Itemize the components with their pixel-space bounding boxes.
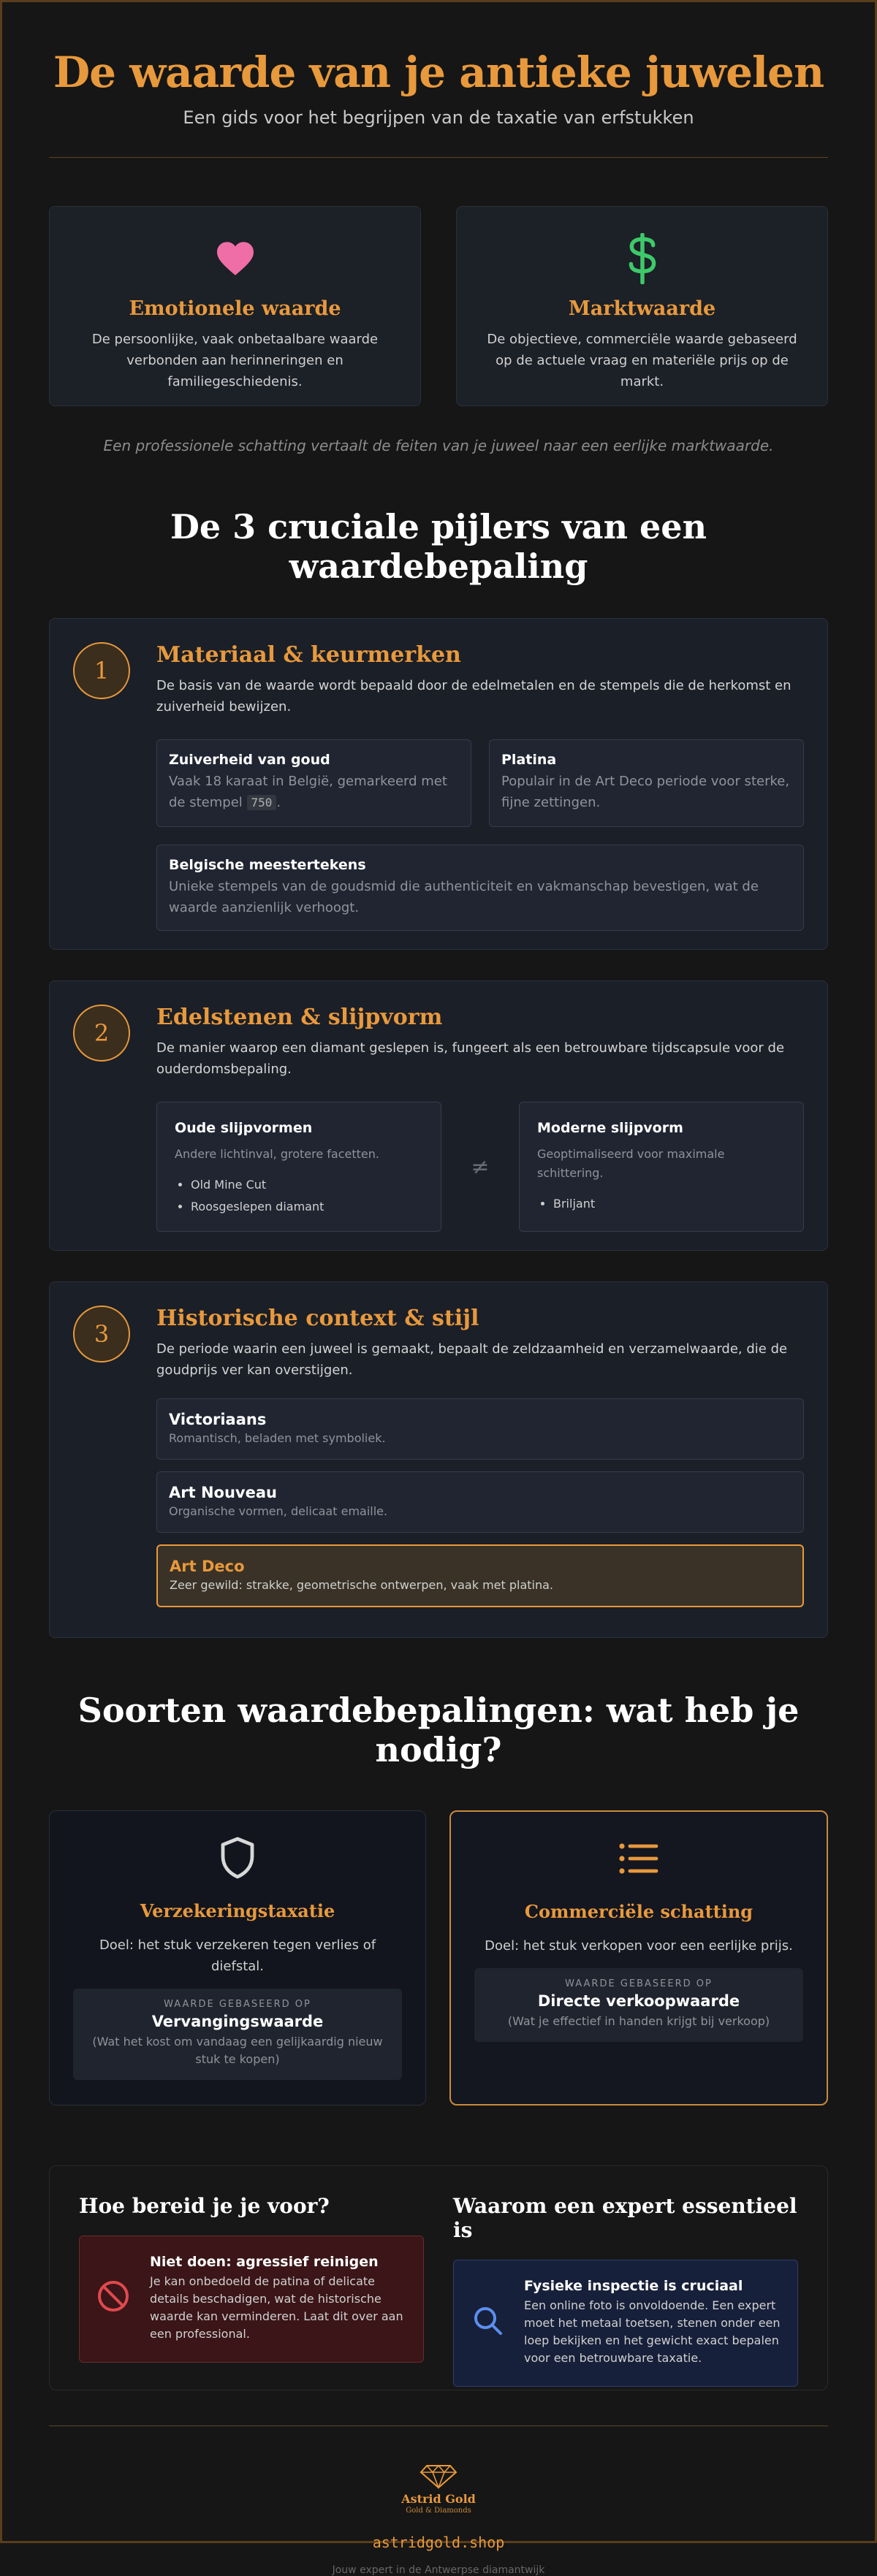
basis-label: WAARDE GEBASEERD OP [565, 1978, 713, 1989]
box-title: Oude slijpvormen [175, 1120, 313, 1136]
box-title: Art Nouveau [169, 1484, 277, 1501]
commercial-card [449, 1810, 828, 2106]
alert-text: Je kan onbedoeld de patina of delicate details beschadigen, wat de historische waarde kan verminderen. Laat dit over aan een professional. [150, 2274, 403, 2341]
pillars-section-title: De 3 cruciale pijlers van een waardebepaling [170, 507, 707, 586]
pillar-text: De basis van de waarde wordt bepaald door de edelmetalen en de stempels die de herkomst en zuiverheid bewijzen. [156, 678, 791, 715]
box-title: Belgische meestertekens [169, 857, 366, 873]
pillar-title: Historische context & stijl [156, 1306, 479, 1331]
box-text: Organische vormen, delicaat emaille. [169, 1504, 388, 1518]
pillar-text: De manier waarop een diamant geslepen is, fungeert als een betrouwbare tijdscapsule voor de ouderdomsbepaling. [156, 1040, 785, 1077]
value-basis [474, 1968, 803, 2042]
box-title: Platina [501, 752, 557, 768]
preparation-section [49, 2165, 828, 2390]
emotional-value-card [49, 206, 421, 406]
list-item: • Roosgeslepen diamant [191, 1196, 423, 1218]
stamp-750: 750 [247, 795, 277, 810]
gold-text: Vaak 18 karaat in België, gemarkeerd met de stempel [169, 774, 447, 810]
site-link[interactable]: astridgold.shop [372, 2534, 505, 2551]
footer [25, 2464, 852, 2576]
pillar-title: Edelstenen & slijpvorm [156, 1005, 443, 1030]
appraisal-types [49, 1810, 828, 2106]
page-content [25, 2, 852, 2576]
cut-list [537, 1193, 786, 1215]
box-title: Zuiverheid van goud [169, 752, 330, 768]
basis-value: Directe verkoopwaarde [537, 1992, 740, 2010]
basis-note: (Wat je effectief in handen krijgt bij verkoop) [507, 2014, 770, 2028]
metal-grid [156, 739, 804, 827]
insurance-card [49, 1810, 426, 2106]
alert-text: Een online foto is onvoldoende. Een expert moet het metaal toetsen, stenen onder een loep bekijken en het gewicht exact bepalen voor een betrouwbare taxatie. [524, 2298, 781, 2365]
box-text: Zeer gewild: strakke, geometrische ontwerpen, vaak met platina. [170, 1578, 554, 1592]
list-item: • Old Mine Cut [191, 1174, 423, 1196]
inspection-alert [453, 2260, 798, 2387]
pillar-number: 2 [73, 1005, 130, 1062]
alert-title: Fysieke inspectie is cruciaal [524, 2278, 743, 2294]
style-victoriaans [156, 1398, 804, 1460]
dont-clean-alert [79, 2236, 424, 2363]
platina-box [489, 739, 804, 827]
type-title: Verzekeringstaxatie [140, 1900, 335, 1921]
box-text: Populair in de Art Deco periode voor sterke, fijne zettingen. [501, 774, 790, 810]
heart-icon [50, 233, 420, 284]
type-title: Commerciële schatting [524, 1901, 753, 1922]
cut-description: Andere lichtinval, grotere facetten. [175, 1147, 379, 1161]
box-title: Moderne slijpvorm [537, 1120, 683, 1136]
not-equal-icon: ≠ [471, 1154, 490, 1180]
pillar-number: 1 [73, 642, 130, 699]
cut-list [175, 1174, 423, 1218]
page-title: De waarde van je antieke juwelen [53, 47, 824, 97]
cut-comparison [156, 1102, 804, 1232]
pillar-title: Materiaal & keurmerken [156, 642, 461, 668]
prep-title: Hoe bereid je je voor? [79, 2194, 330, 2218]
value-title: Emotionele waarde [129, 297, 341, 320]
pillar-number: 3 [73, 1306, 130, 1363]
box-text: Unieke stempels van de goudsmid die authenticiteit en vakmanschap bevestigen, wat de waarde aanzienlijk verhoogt. [169, 879, 759, 915]
diamond-logo-icon [25, 2464, 852, 2492]
pillar-material [49, 618, 828, 950]
value-text: De objectieve, commerciële waarde gebaseerd op de actuele vraag en materiële prijs op de markt. [487, 332, 797, 389]
prep-column [79, 2194, 424, 2390]
prep-title: Waarom een expert essentieel is [453, 2194, 797, 2242]
type-goal: Doel: het stuk verzekeren tegen verlies of diefstal. [99, 1937, 376, 1974]
old-cuts-box [156, 1102, 441, 1232]
value-text: De persoonlijke, vaak onbetaalbare waarde verbonden aan herinneringen en familiegeschiedenis. [91, 332, 379, 389]
pillar-gemstones [49, 980, 828, 1251]
types-section-title: Soorten waardebepalingen: wat heb je nodig? [77, 1691, 800, 1769]
box-title: Victoriaans [169, 1411, 267, 1428]
master-marks-box [156, 845, 804, 931]
box-title: Art Deco [170, 1558, 245, 1575]
cut-description: Geoptimaliseerd voor maximale schittering. [537, 1147, 725, 1180]
header-divider [49, 157, 828, 158]
value-basis [73, 1989, 402, 2080]
box-text [169, 771, 459, 813]
value-cards [49, 206, 828, 406]
market-value-card [456, 206, 828, 406]
brand-tagline: Gold & Diamonds [406, 2507, 471, 2515]
modern-cut-box [519, 1102, 804, 1232]
value-title: Marktwaarde [568, 297, 716, 320]
gold-text-end: . [276, 795, 281, 810]
box-text: Romantisch, beladen met symboliek. [169, 1431, 386, 1445]
list-icon [474, 1834, 803, 1883]
shield-icon [73, 1833, 402, 1883]
basis-label: WAARDE GEBASEERD OP [164, 1999, 311, 2010]
basis-note: (Wat het kost om vandaag een gelijkaardig nieuw stuk te kopen) [92, 2035, 383, 2066]
page-subtitle: Een gids voor het begrijpen van de taxatie van erfstukken [183, 107, 694, 128]
pillar-history [49, 1281, 828, 1638]
search-icon [470, 2303, 505, 2338]
intro-quote: Een professionele schatting vertaalt de feiten van je juweel naar een eerlijke marktwaarde. [103, 437, 774, 454]
brand-name: Astrid Gold [401, 2492, 476, 2506]
dollar-icon [457, 233, 827, 284]
style-art-nouveau [156, 1471, 804, 1533]
pillar-text: De periode waarin een juweel is gemaakt, bepaalt de zeldzaamheid en verzamelwaarde, die de goudprijs ver kan overstijgen. [156, 1341, 788, 1378]
style-art-deco [156, 1544, 804, 1607]
list-item: • Briljant [553, 1193, 786, 1215]
type-goal: Doel: het stuk verkopen voor een eerlijke prijs. [485, 1938, 793, 1954]
gold-purity-box [156, 739, 471, 827]
footer-note: Jouw expert in de Antwerpse diamantwijk [332, 2564, 545, 2576]
basis-value: Vervangingswaarde [151, 2013, 324, 2030]
ban-icon [96, 2279, 131, 2314]
expert-column [453, 2194, 798, 2390]
alert-title: Niet doen: agressief reinigen [150, 2254, 379, 2270]
